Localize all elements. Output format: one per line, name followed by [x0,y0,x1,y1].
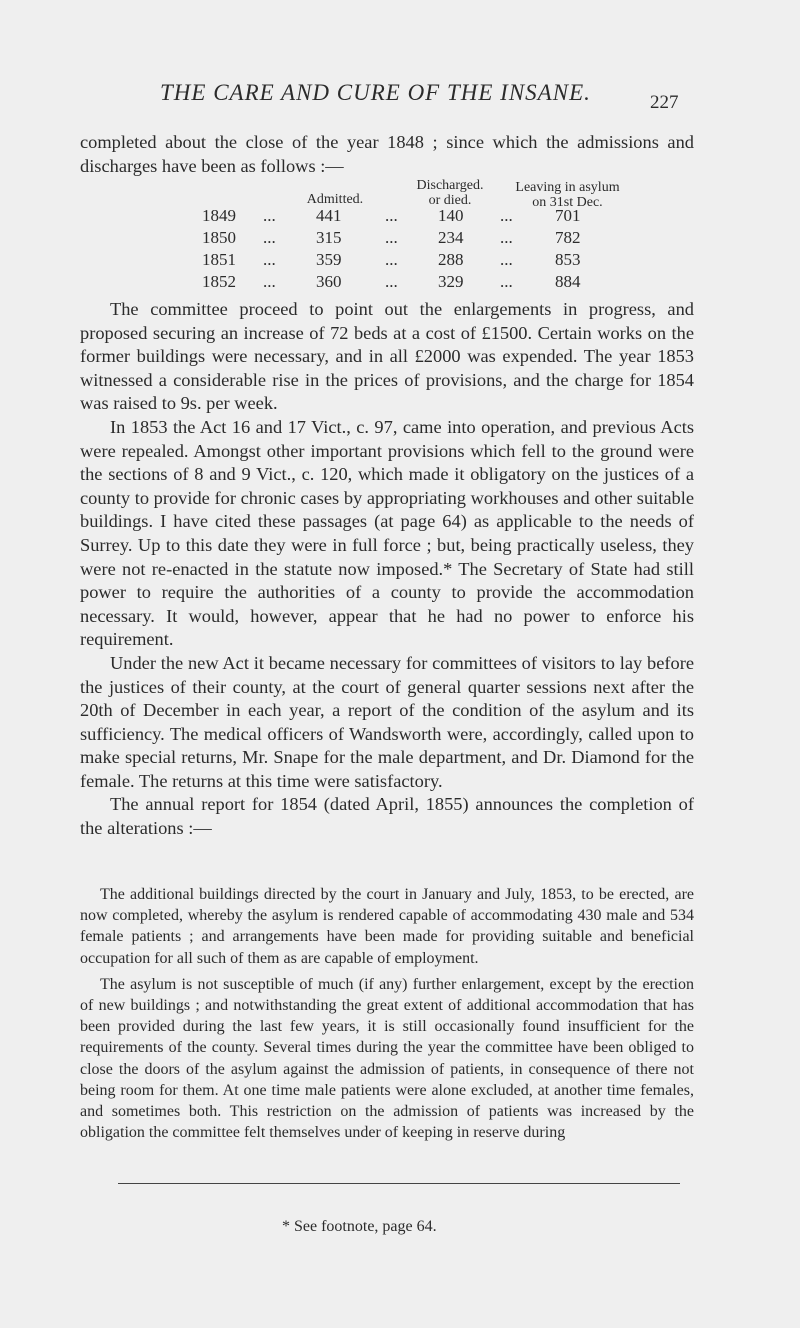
row-year: 1849 [202,206,236,225]
row-admitted: 315 [316,228,342,247]
row-separator: ... [263,250,276,269]
row-separator: ... [385,228,398,247]
header-discharged-line-2: or died. [428,193,472,208]
row-discharged: 288 [438,250,464,269]
header-discharged-line-1: Discharged. [416,178,484,193]
table-row [195,206,635,228]
row-separator: ... [385,250,398,269]
page-number: 227 [650,92,679,113]
body-paragraph-enlargements: The committee proceed to point out the enlargements in progress, and proposed securing an increase of 72 beds at a cost of £1500. Certain works on the former buildings were necessary, and in all £2000 was expended. The year 1853 witnessed a considerable rise in the prices of provisions, and the charge for 1854 was raised to 9s. per week. [80,299,694,414]
row-separator: ... [263,272,276,291]
row-admitted: 441 [316,206,342,225]
row-admitted: 359 [316,250,342,269]
row-separator: ... [500,250,513,269]
row-discharged: 329 [438,272,464,291]
row-separator: ... [385,206,398,225]
row-separator: ... [263,206,276,225]
header-leaving-line-2: on 31st Dec. [532,195,603,210]
row-leaving: 701 [555,206,581,225]
table-row [195,250,635,272]
running-title: THE CARE AND CURE OF THE INSANE. [160,80,591,105]
body-paragraph-annual-report: The annual report for 1854 (dated April, 1855) announces the completion of the alterations :— [80,794,694,839]
table-row [195,272,635,294]
header-leaving-line-1: Leaving in asylum [515,180,620,195]
quotation-block [80,884,694,1143]
row-separator: ... [385,272,398,291]
row-year: 1851 [202,250,236,269]
row-leaving: 782 [555,228,581,247]
table-row [195,228,635,250]
row-year: 1852 [202,272,236,291]
quotation-paragraph-buildings: The additional buildings directed by the court in January and July, 1853, to be erected, are now completed, whereby the asylum is rendered capable of accommodating 430 male and 534 female patients ; and arrangements have been made for providing suitable and beneficial occupation for all such of them as are capable of employment. [80,886,694,967]
row-separator: ... [500,228,513,247]
quotation-paragraph-enlargement: The asylum is not susceptible of much (if any) further enlargement, except by the erection of new buildings ; and notwithstanding the great extent of additional accommodation that has been provided during the last few years, it is still occasionally found insufficient for the requirements of the county. Several times during the year the committee have been obliged to close the doors of the asylum against the admission of patients, in consequence of there not being room for them. At one time male patients were alone excluded, at another time females, and sometimes both. This restriction on the admission of patients was increased by the obligation the committee felt themselves under of keeping in reserve during [80,975,694,1142]
intro-text-block [80,131,694,178]
row-leaving: 884 [555,272,581,291]
row-leaving: 853 [555,250,581,269]
row-separator: ... [500,272,513,291]
row-discharged: 234 [438,228,464,247]
row-separator: ... [263,228,276,247]
header-discharged [400,178,500,208]
row-separator: ... [500,206,513,225]
footnote-rule [118,1183,680,1184]
footnote: * See footnote, page 64. [282,1218,437,1235]
row-year: 1850 [202,228,236,247]
main-text-block [80,298,694,841]
header-admitted: Admitted. [306,192,364,207]
body-paragraph-act-1853: In 1853 the Act 16 and 17 Vict., c. 97, came into operation, and previous Acts were repealed. Amongst other important provisions which fell to the ground were the sections of 8 and 9 Vict., c. 120, which made it obligatory on the justices of a county to provide for chronic cases by appropriating workhouses and other suitable buildings. I have cited these passages (at page 64) as applicable to the needs of Surrey. Up to this date they were in full force ; but, being practically useless, they were not re-enacted in the statute now imposed.* The Secretary of State had still power to require the authorities of a county to provide the accommodation necessary. It would, however, appear that he had no power to enforce his requirement. [80,416,694,650]
intro-paragraph: completed about the close of the year 1848 ; since which the admissions and discharges have been as follows :— [80,132,694,176]
row-admitted: 360 [316,272,342,291]
row-discharged: 140 [438,206,464,225]
body-paragraph-new-act: Under the new Act it became necessary for committees of visitors to lay before the justices of their county, at the court of general quarter sessions next after the 20th of December in each year, a report of the condition of the asylum and its sufficiency. The medical officers of Wandsworth were, accordingly, called upon to make special returns, Mr. Snape for the male department, and Dr. Diamond for the female. The returns at this time were satisfactory. [80,652,694,791]
